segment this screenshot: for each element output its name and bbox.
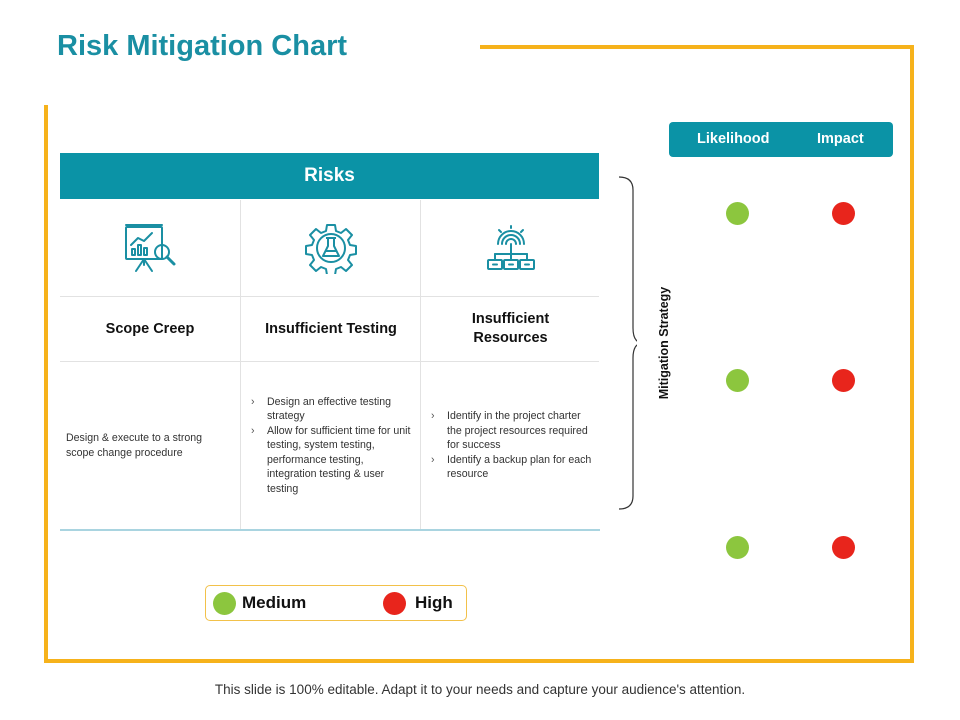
risks-header: Risks: [60, 153, 599, 199]
risk-name: Insufficient Resources: [471, 311, 550, 346]
high-legend-label: High: [415, 593, 453, 612]
list-item: › Allow for sufficient time for unit testing, system testing, performance testing, integration testing & user testing: [247, 424, 415, 497]
impact-label: Impact: [817, 131, 864, 147]
mitigation-text: [60, 362, 240, 529]
page-title: Risk Mitigation Chart: [57, 30, 348, 62]
curly-brace-icon: [615, 176, 637, 510]
list-item: › Identify in the project charter the project resources required for success: [427, 409, 594, 453]
high-legend-dot: [383, 592, 406, 615]
frame-top-border: [480, 45, 914, 49]
impact-high-dot: [832, 536, 855, 559]
impact-high-dot: [832, 202, 855, 225]
mitigation-strategy-label: Mitigation Strategy: [657, 286, 671, 400]
likelihood-impact-header: [669, 122, 893, 157]
frame-left-border: [44, 105, 48, 663]
impact-high-dot: [832, 369, 855, 392]
legend: [205, 585, 467, 621]
medium-legend-dot: [213, 592, 236, 615]
likelihood-medium-dot: [726, 536, 749, 559]
mitigation-text-body: Design & execute to a strong scope change procedure: [66, 432, 203, 459]
list-item: › Identify a backup plan for each resource: [427, 453, 594, 482]
likelihood-label: Likelihood: [697, 131, 770, 147]
likelihood-medium-dot: [726, 202, 749, 225]
medium-legend-label: Medium: [242, 593, 307, 612]
likelihood-medium-dot: [726, 369, 749, 392]
table-bottom-rule: [60, 529, 600, 531]
risk-column-insufficient-resources: [420, 200, 600, 529]
risk-column-insufficient-testing: [240, 200, 421, 529]
risk-name: Scope Creep: [105, 320, 195, 337]
network-hierarchy-icon: [421, 200, 600, 296]
presentation-chart-magnifier-icon: [60, 200, 240, 296]
frame-right-border: [910, 45, 914, 663]
mitigation-list: [421, 362, 600, 529]
footer-note: This slide is 100% editable. Adapt it to your needs and capture your audience's attention.: [214, 682, 746, 697]
risk-column-scope-creep: [60, 200, 240, 529]
list-item: › Design an effective testing strategy: [247, 395, 415, 424]
frame-bottom-border: [44, 659, 914, 663]
mitigation-list: [241, 362, 421, 529]
gear-flask-icon: [241, 200, 421, 296]
risk-name: Insufficient Testing: [265, 320, 397, 337]
